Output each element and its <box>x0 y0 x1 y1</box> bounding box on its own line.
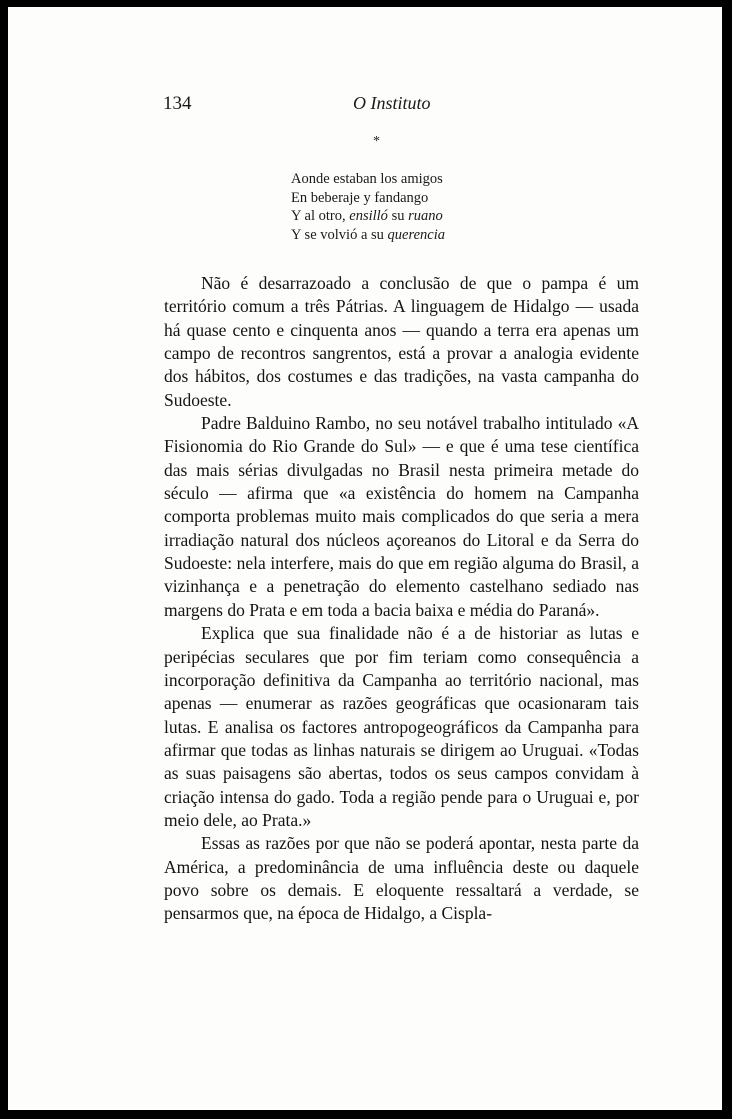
body-text <box>164 272 639 926</box>
verse-line-3-start: Y al otro, <box>291 208 350 224</box>
verse-line-3-middle: su <box>387 208 409 224</box>
verse-italic-word: querencia <box>387 226 445 243</box>
running-title: O Instituto <box>353 93 431 113</box>
verse-line-4-start: Y se volvió a su <box>291 226 388 243</box>
verse-line-4 <box>291 226 551 245</box>
verse-quote <box>291 170 551 244</box>
verse-italic-word: ruano <box>408 208 443 224</box>
page-header <box>8 93 722 117</box>
paragraph: Explica que sua finalidade não é a de historiar as lutas e peripécias seculares que por fim teriam como consequência a incorporação definitiva da Campanha ao território nacional, mas apenas — enumerar as razões geográficas que ocasionaram tais lutas. E analisa os factores antropogeográficos da Campanha para afirmar que todas as linhas naturais se dirigem ao Uruguai. «Todas as suas paisagens são abertas, todos os seus campos convidam à criação intensa do gado. Toda a região pende para o Uruguai e, por meio dele, ao Prata.» <box>164 623 639 830</box>
book-page <box>8 7 722 1110</box>
page-number: 134 <box>163 93 192 114</box>
paragraph: Essas as razões por que não se poderá apontar, nesta parte da América, a predominância de uma influência deste ou daquele povo sobre os demais. E eloquente ressaltará a verdade, se pensarmos que, na época de Hidalgo, a Cispla- <box>164 833 639 924</box>
verse-line-1: Aonde estaban los amigos <box>291 171 443 187</box>
paragraph: Padre Balduino Rambo, no seu notável trabalho intitulado «A Fisionomia do Rio Grande do Sul» — e que é uma tese científica das mais sérias divulgadas no Brasil nesta primeira metade do século — afirma que «a existência do homem na Campanha comporta problemas muito mais complicados do que seria a mera irradiação natural dos núcleos açoreanos do Litoral e da Serra do Sudoeste: nela interfere, mais do que em região alguma do Brasil, a vizinhança e a penetração do elemento castelhano sediado nas margens do Prata e em toda a bacia baixa e média do Paraná». <box>164 413 639 620</box>
verse-italic-word: ensilló <box>349 208 388 224</box>
paragraph: Não é desarrazoado a conclusão de que o pampa é um território comum a três Pátrias. A linguagem de Hidalgo — usada há quase cento e cinquenta anos — quando a terra era apenas um campo de recontros sangrentos, está a provar a analogia evidente dos hábitos, dos costumes e das tradições, na vasta campanha do Sudoeste. <box>164 273 639 410</box>
section-separator: * <box>373 134 380 149</box>
verse-line-3 <box>291 207 551 226</box>
verse-line-2: En beberaje y fandango <box>291 189 429 206</box>
